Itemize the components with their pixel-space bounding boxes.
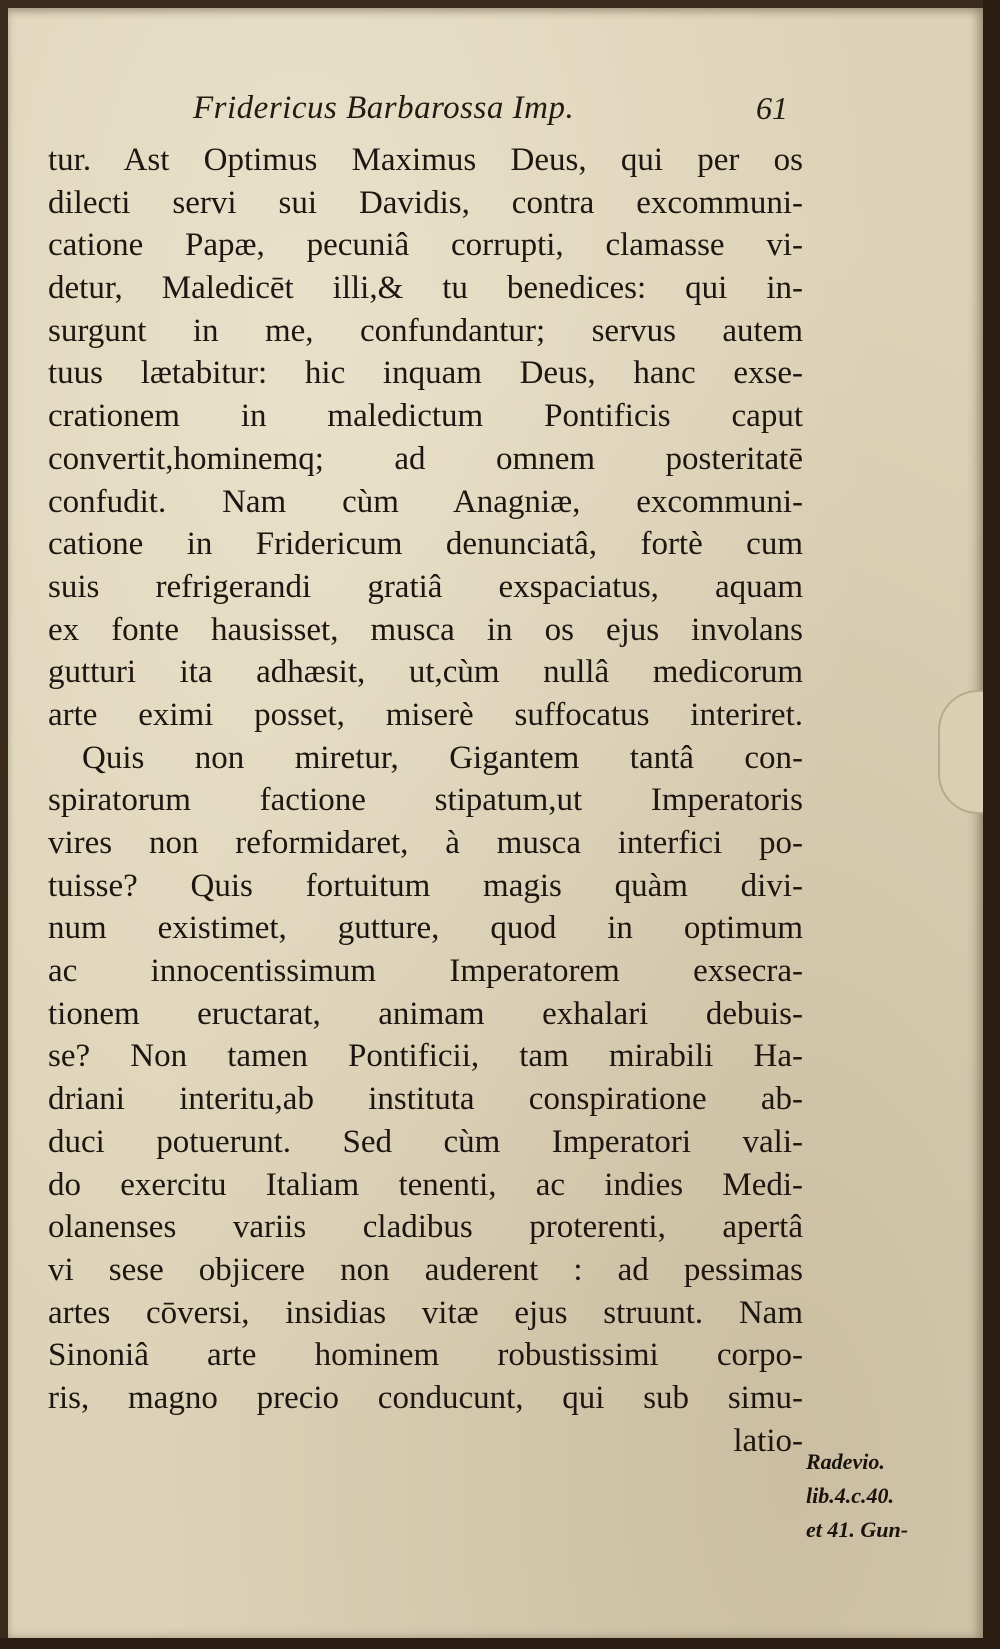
text-line: ex fonte hausisset, musca in os ejus involans	[48, 611, 803, 648]
text-line: crationem in maledictum Pontificis caput	[48, 398, 803, 435]
text-line: vires non reformidaret, à musca interfici po-	[48, 825, 803, 861]
text-line: duci potuerunt. Sed cùm Imperatori vali-	[48, 1123, 803, 1160]
text-line: ac innocentissimum Imperatorem exsecra-	[48, 953, 803, 990]
margin-note: et 41. Gun-	[806, 1517, 909, 1542]
running-title: Fridericus Barbarossa Imp.	[193, 90, 575, 126]
text-line: se? Non tamen Pontificii, tam mirabili Ha-	[48, 1038, 803, 1075]
text-line: catione in Fridericum denunciatâ, fortè cum	[48, 526, 803, 563]
margin-note: lib.4.c.40.	[806, 1483, 894, 1508]
text-line: ris, magno precio conducunt, qui sub simu-	[48, 1379, 803, 1416]
text-line: dilecti servi sui Davidis, contra excommuni-	[48, 184, 803, 221]
text-line: gutturi ita adhæsit, ut,cùm nullâ medicorum	[48, 654, 803, 691]
marginal-citation	[806, 1445, 956, 1547]
text-line: artes cōversi, insidias vitæ ejus struunt. Nam	[48, 1294, 803, 1331]
text-line: spiratorum factione stipatum,ut Imperatoris	[48, 782, 803, 819]
body-text	[48, 139, 803, 1462]
text-line: catione Papæ, pecuniâ corrupti, clamasse vi-	[48, 227, 803, 264]
text-line: tuus lætabitur: hic inquam Deus, hanc exse-	[48, 355, 803, 392]
text-line: vi sese objicere non auderent : ad pessimas	[48, 1251, 803, 1288]
page-number: 61	[756, 90, 788, 126]
text-line: Sinoniâ arte hominem robustissimi corpo-	[48, 1337, 803, 1374]
text-line: tuisse? Quis fortuitum magis quàm divi-	[48, 867, 803, 904]
text-line: detur, Maledicēt illi,& tu benedices: qui in-	[48, 270, 803, 307]
text-line: Quis non miretur, Gigantem tantâ con-	[82, 739, 803, 776]
text-line: driani interitu,ab instituta conspiratione ab-	[48, 1081, 803, 1118]
text-line: convertit,hominemq; ad omnem posteritatē	[48, 440, 803, 477]
text-line: suis refrigerandi gratiâ exspaciatus, aquam	[48, 568, 803, 605]
margin-note: Radevio.	[806, 1449, 885, 1474]
catchword: latio-	[733, 1422, 803, 1459]
text-line: num existimet, gutture, quod in optimum	[48, 910, 803, 947]
text-line: arte eximi posset, miserè suffocatus interiret.	[48, 696, 803, 733]
text-line: surgunt in me, confundantur; servus autem	[48, 312, 803, 349]
text-line: tur. Ast Optimus Maximus Deus, qui per os	[48, 142, 803, 178]
book-bottom-edge	[0, 1638, 1000, 1649]
text-line: tionem eructarat, animam exhalari debuis-	[48, 995, 803, 1032]
book-fore-edge	[983, 0, 1000, 1649]
text-line: olanenses variis cladibus proterenti, apertâ	[48, 1209, 803, 1246]
text-line: do exercitu Italiam tenenti, ac indies Medi-	[48, 1166, 803, 1203]
text-line: confudit. Nam cùm Anagniæ, excommuni-	[48, 483, 803, 520]
book-page	[8, 8, 983, 1638]
page-header	[193, 90, 788, 130]
